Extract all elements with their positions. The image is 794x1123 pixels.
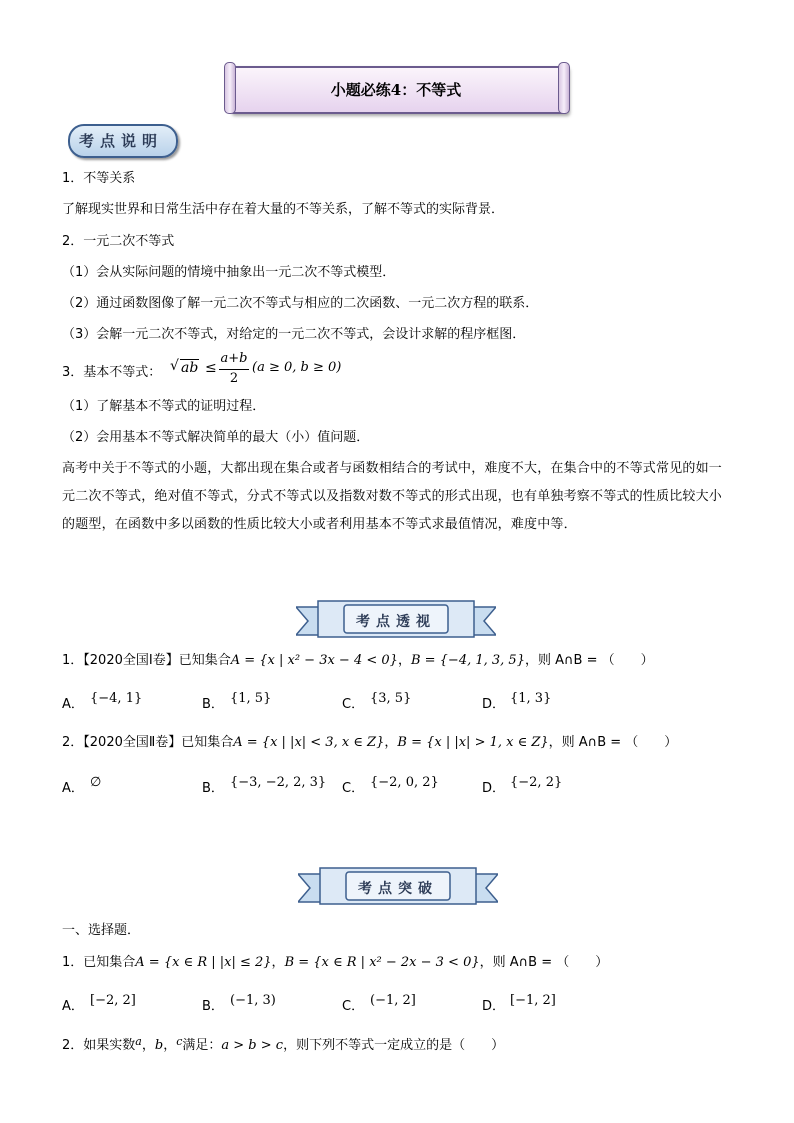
q-sep: ， (397, 653, 411, 668)
fraction-denominator: 2 (229, 371, 239, 386)
q-set-b: B = {−4, 1, 3, 5} (410, 653, 525, 668)
q-set-a: A = {x | |x| < 3, x ∈ Z} (233, 735, 385, 750)
item1-text: 了解现实世界和日常生活中存在着大量的不等关系，了解不等式的实际背景． (62, 202, 505, 217)
option-value: {1, 3} (510, 691, 552, 706)
s3-heading: 一、选择题． (62, 923, 141, 938)
var-a: a (135, 1035, 142, 1048)
item2-sub1: （1）会从实际问题的情境中抽象出一元二次不等式模型． (62, 265, 396, 280)
s3-question-2 (62, 1033, 504, 1055)
q-comma: ， (141, 1038, 155, 1053)
option-label: C． (342, 999, 365, 1014)
item2-sub3: （3）会解一元二次不等式，对给定的一元二次不等式，会设计求解的程序框图． (62, 327, 526, 342)
q-comma: ， (163, 1038, 177, 1053)
s2-question-2 (62, 734, 677, 752)
option-label: D． (482, 999, 506, 1014)
le-sign: ≤ (205, 360, 217, 376)
q-set-a: A = {x ∈ R | |x| ≤ 2} (135, 955, 272, 970)
option-label: B． (202, 697, 224, 712)
option-label: C． (342, 697, 365, 712)
item3-line (62, 352, 382, 388)
item1-title: 1．不等关系 (62, 171, 136, 186)
option-value: {−3, −2, 2, 3} (230, 775, 327, 790)
option-value: (−1, 3) (230, 993, 276, 1008)
s2-question-1 (62, 652, 654, 670)
section-badge-exam-points: 考点说明 (68, 124, 178, 158)
ribbon-label: 考点透视 (356, 614, 436, 630)
q-prefix: 1．已知集合 (62, 955, 136, 970)
option-value: {3, 5} (370, 691, 412, 706)
s2-q2-options (62, 777, 742, 797)
q-sep: ， (384, 735, 398, 750)
item3-prefix: 3．基本不等式： (62, 365, 162, 380)
s3-question-1 (62, 954, 608, 972)
sqrt-radicand: ab (181, 360, 199, 376)
s3-q1-options (62, 995, 742, 1015)
title-banner (224, 62, 568, 114)
q-text2: 满足： (182, 1038, 222, 1053)
q-text3: ，则下列不等式一定成立的是（ ） (283, 1038, 505, 1053)
fraction-bar (219, 369, 249, 370)
q-suffix: ，则 A∩B = （ ） (479, 955, 609, 970)
option-value: ∅ (90, 775, 102, 790)
fraction-numerator: a+b (220, 351, 248, 366)
option-value: {1, 5} (230, 691, 272, 706)
option-value: {−2, 0, 2} (370, 775, 439, 790)
section-ribbon-analysis (296, 599, 496, 643)
item2-title: 2．一元二次不等式 (62, 234, 175, 249)
option-value: {−2, 2} (510, 775, 563, 790)
option-value: (−1, 2] (370, 993, 416, 1008)
option-label: A． (62, 781, 84, 796)
q-condition: a > b > c (221, 1038, 284, 1053)
option-label: B． (202, 999, 224, 1014)
var-c: c (176, 1035, 183, 1048)
var-b: b (154, 1038, 164, 1053)
q-prefix: 1．【2020全国Ⅰ卷】已知集合 (62, 653, 231, 668)
option-value: [−1, 2] (510, 993, 556, 1008)
q-prefix: 2．【2020全国Ⅱ卷】已知集合 (62, 735, 234, 750)
q-text1: 2．如果实数 (62, 1038, 136, 1053)
q-suffix: ，则 A∩B = （ ） (524, 653, 654, 668)
q-set-b: B = {x | |x| > 1, x ∈ Z} (397, 735, 549, 750)
summary-paragraph: 高考中关于不等式的小题，大都出现在集合或者与函数相结合的考试中，难度不大，在集合中的不等式常见的如一元二次不等式，绝对值不等式，分式不等式以及指数对数不等式的形式出现，也有单独考察不等式的性质比较大小的题型，在函数中多以函数的性质比较大小或者利用基本不等式求最值情况，难度中等． (62, 461, 723, 532)
item2-sub2: （2）通过函数图像了解一元二次不等式与相应的二次函数、一元二次方程的联系． (62, 296, 539, 311)
item3-sub2: （2）会用基本不等式解决简单的最大（小）值问题． (62, 430, 370, 445)
option-label: D． (482, 781, 506, 796)
option-label: D． (482, 697, 506, 712)
q-set-b: B = {x ∈ R | x² − 2x − 3 < 0} (284, 955, 480, 970)
q-set-a: A = {x | x² − 3x − 4 < 0} (230, 653, 398, 668)
option-label: A． (62, 999, 84, 1014)
option-label: B． (202, 781, 224, 796)
sqrt-sign: √ (170, 358, 179, 374)
option-value: [−2, 2] (90, 993, 136, 1008)
q-sep: ， (271, 955, 285, 970)
q-suffix: ，则 A∩B = （ ） (548, 735, 678, 750)
ribbon-label: 考点突破 (358, 881, 438, 897)
option-label: C． (342, 781, 365, 796)
section-ribbon-breakthrough (298, 866, 498, 910)
option-value: {−4, 1} (90, 691, 143, 706)
option-label: A． (62, 697, 84, 712)
item3-sub1: （1）了解基本不等式的证明过程． (62, 399, 266, 414)
item3-condition: (a ≥ 0, b ≥ 0) (252, 360, 342, 375)
page-title: 小题必练4：不等式 (330, 81, 462, 99)
s2-q1-options (62, 693, 742, 713)
